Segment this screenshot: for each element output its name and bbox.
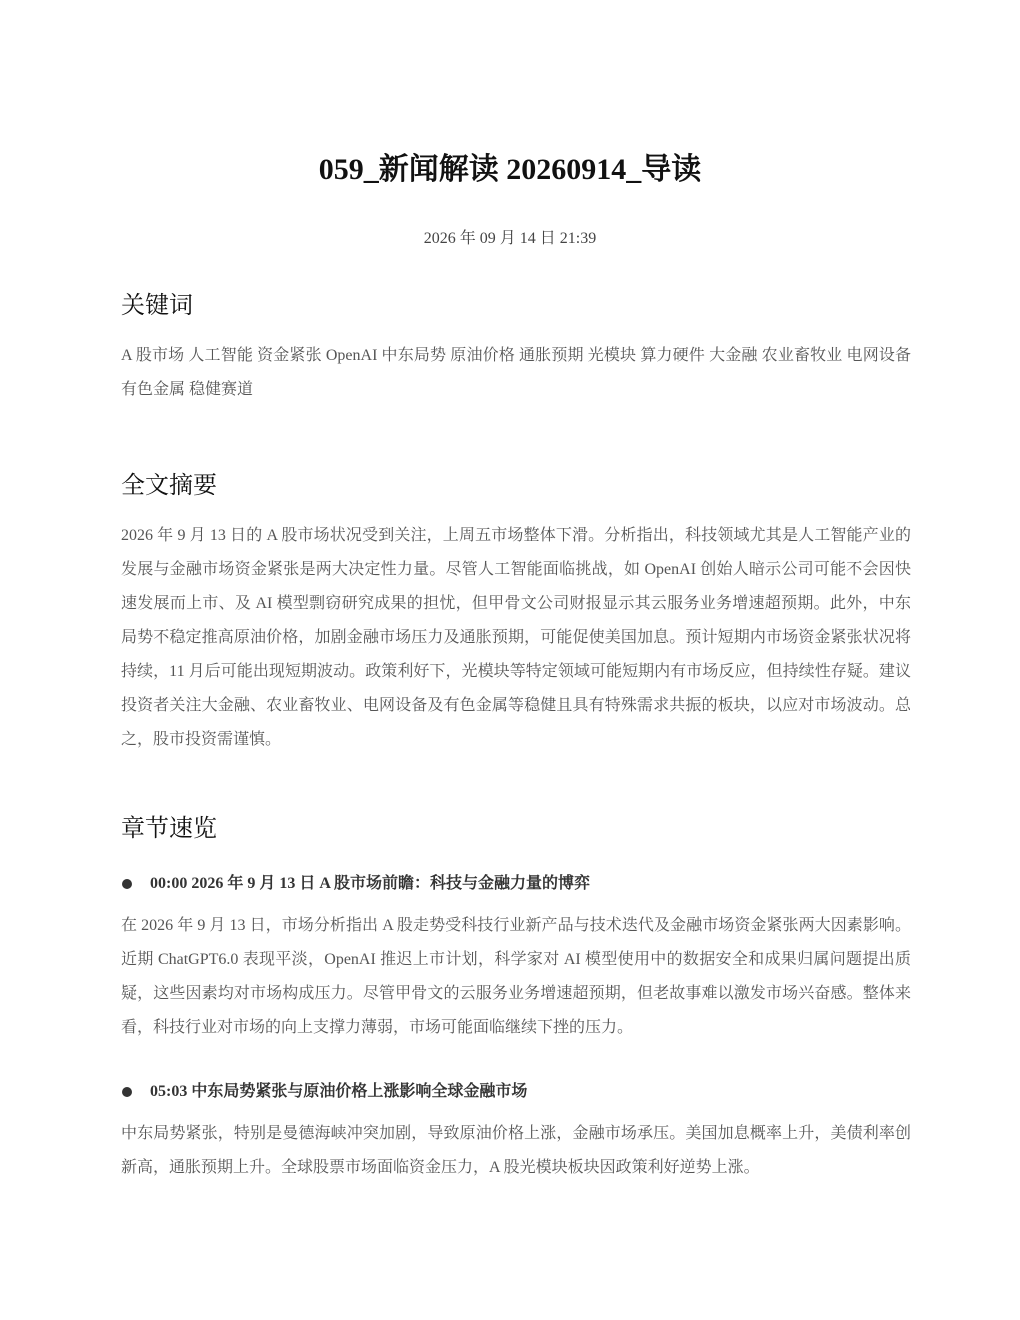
keywords-heading: 关键词 <box>121 293 193 319</box>
chapter-item-header <box>121 1080 911 1104</box>
summary-text: 2026 年 9 月 13 日的 A 股市场状况受到关注，上周五市场整体下滑。分析指出，科技领域尤其是人工智能产业的发展与金融市场资金紧张是两大决定性力量。尽管人工智能面临挑战，如 OpenAI 创始人暗示公司可能不会因快速发展而上市、及 AI 模型剽窃研究成果的担忧，但甲骨文公司财报显示其云服务业务增速超预期。此外，中东局势不稳定推高原油价格，加剧金融市场压力及通胀预期，可能促使美国加息。预计短期内市场资金紧张状况将持续，11 月后可能出现短期波动。政策利好下，光模块等特定领域可能短期内有市场反应，但持续性存疑。建议投资者关注大金融、农业畜牧业、电网设备及有色金属等稳健且具有特殊需求共振的板块，以应对市场波动。总之，股市投资需谨慎。 <box>121 527 911 748</box>
chapter-item-header <box>121 872 911 896</box>
chapter-text: 在 2026 年 9 月 13 日，市场分析指出 A 股走势受科技行业新产品与技术迭代及金融市场资金紧张两大因素影响。近期 ChatGPT6.0 表现平淡，OpenAI 推迟上市计划，科学家对 AI 模型使用中的数据安全和成果归属问题提出质疑，这些因素均对市场构成压力。尽管甲骨文的云服务业务增速超预期，但老故事难以激发市场兴奋感。整体来看，科技行业对市场的向上支撑力薄弱，市场可能面临继续下挫的压力。 <box>121 917 911 1036</box>
chapter-title: 00:00 2026 年 9 月 13 日 A 股市场前瞻：科技与金融力量的博弈 <box>150 875 591 892</box>
summary-heading: 全文摘要 <box>121 473 217 499</box>
chapter-title: 05:03 中东局势紧张与原油价格上涨影响全球金融市场 <box>150 1083 528 1100</box>
document-title: 059_新闻解读 20260914_导读 <box>318 153 702 186</box>
keywords-text: A 股市场 人工智能 资金紧张 OpenAI 中东局势 原油价格 通胀预期 光模块 算力硬件 大金融 农业畜牧业 电网设备 有色金属 稳健赛道 <box>121 347 911 398</box>
bullet-icon <box>122 879 132 889</box>
chapter-text: 中东局势紧张，特别是曼德海峡冲突加剧，导致原油价格上涨，金融市场承压。美国加息概率上升，美债利率创新高，通胀预期上升。全球股票市场面临资金压力，A 股光模块板块因政策利好逆势上涨。 <box>121 1125 911 1176</box>
chapters-heading: 章节速览 <box>121 816 217 842</box>
bullet-icon <box>122 1087 132 1097</box>
document-date: 2026 年 09 月 14 日 21:39 <box>423 230 597 247</box>
